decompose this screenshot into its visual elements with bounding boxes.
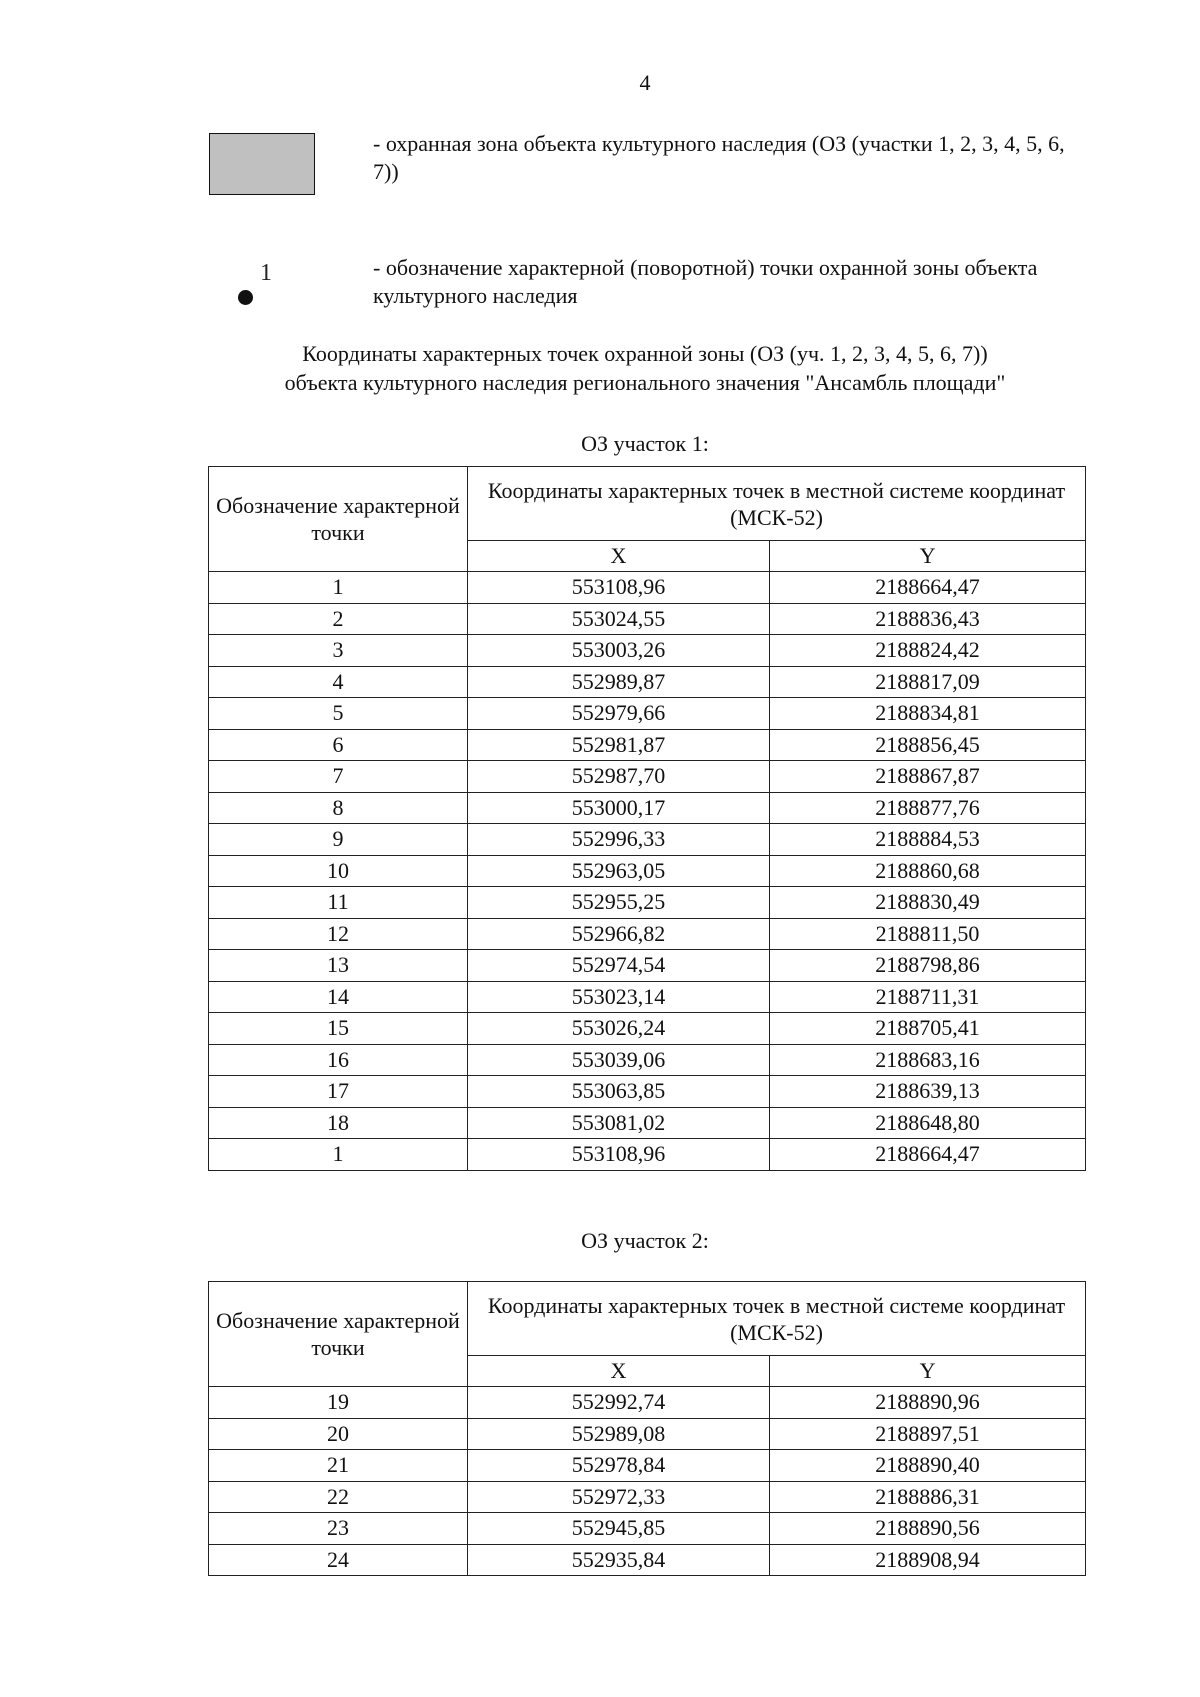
cell-x: 553003,26: [468, 635, 770, 667]
table-row: [209, 918, 1086, 950]
table-row: [209, 1013, 1086, 1045]
cell-point: 17: [209, 1076, 468, 1108]
table-row: [209, 1044, 1086, 1076]
cell-point: 12: [209, 918, 468, 950]
cell-point: 21: [209, 1450, 468, 1482]
cell-y: 2188711,31: [770, 981, 1086, 1013]
cell-y: 2188867,87: [770, 761, 1086, 793]
cell-x: 553108,96: [468, 572, 770, 604]
table-row: [209, 729, 1086, 761]
cell-y: 2188830,49: [770, 887, 1086, 919]
cell-point: 20: [209, 1418, 468, 1450]
heading-line-1: Координаты характерных точек охранной зоны (ОЗ (уч. 1, 2, 3, 4, 5, 6, 7)): [302, 341, 988, 366]
cell-x: 553039,06: [468, 1044, 770, 1076]
cell-y: 2188877,76: [770, 792, 1086, 824]
table-row: [209, 635, 1086, 667]
cell-y: 2188664,47: [770, 1139, 1086, 1171]
cell-y: 2188798,86: [770, 950, 1086, 982]
coordinates-table-section-2: [208, 1281, 1086, 1576]
cell-y: 2188639,13: [770, 1076, 1086, 1108]
cell-x: 552978,84: [468, 1450, 770, 1482]
cell-y: 2188890,96: [770, 1387, 1086, 1419]
cell-x: 552996,33: [468, 824, 770, 856]
cell-point: 18: [209, 1107, 468, 1139]
table-row: [209, 666, 1086, 698]
section-2-title: ОЗ участок 2:: [581, 1228, 709, 1253]
table-row: [209, 824, 1086, 856]
cell-x: 553023,14: [468, 981, 770, 1013]
cell-y: 2188664,47: [770, 572, 1086, 604]
cell-x: 553081,02: [468, 1107, 770, 1139]
table-body: [209, 572, 1086, 1171]
cell-x: 552992,74: [468, 1387, 770, 1419]
cell-x: 552981,87: [468, 729, 770, 761]
page-heading: [140, 339, 1150, 397]
cell-point: 23: [209, 1513, 468, 1545]
cell-x: 553026,24: [468, 1013, 770, 1045]
table-row: [209, 1513, 1086, 1545]
header-point: Обозначение характерной точки: [209, 1282, 468, 1387]
cell-x: 552955,25: [468, 887, 770, 919]
cell-point: 10: [209, 855, 468, 887]
cell-point: 4: [209, 666, 468, 698]
table-row: [209, 1139, 1086, 1171]
cell-point: 1: [209, 572, 468, 604]
cell-y: 2188836,43: [770, 603, 1086, 635]
cell-point: 16: [209, 1044, 468, 1076]
header-coords: Координаты характерных точек в местной системе координат (МСК-52): [468, 1282, 1086, 1356]
table-row: [209, 698, 1086, 730]
cell-x: 552972,33: [468, 1481, 770, 1513]
cell-y: 2188897,51: [770, 1418, 1086, 1450]
table-row: [209, 1107, 1086, 1139]
cell-point: 6: [209, 729, 468, 761]
point-marker-icon: [238, 290, 253, 305]
cell-point: 14: [209, 981, 468, 1013]
heading-line-2: объекта культурного наследия регионального значения "Ансамбль площади": [284, 370, 1006, 395]
cell-y: 2188856,45: [770, 729, 1086, 761]
header-x: X: [468, 541, 770, 572]
cell-y: 2188811,50: [770, 918, 1086, 950]
cell-x: 553024,55: [468, 603, 770, 635]
cell-point: 1: [209, 1139, 468, 1171]
table-row: [209, 1076, 1086, 1108]
header-x: X: [468, 1356, 770, 1387]
table-row: [209, 855, 1086, 887]
cell-y: 2188817,09: [770, 666, 1086, 698]
page-number: 4: [639, 70, 651, 95]
cell-y: 2188884,53: [770, 824, 1086, 856]
cell-point: 2: [209, 603, 468, 635]
cell-y: 2188890,40: [770, 1450, 1086, 1482]
section-1-title: ОЗ участок 1:: [581, 431, 709, 456]
legend-zone-text: - охранная зона объекта культурного наследия (ОЗ (участки 1, 2, 3, 4, 5, 6, 7)): [373, 131, 1065, 184]
cell-x: 552974,54: [468, 950, 770, 982]
table-row: [209, 887, 1086, 919]
cell-point: 15: [209, 1013, 468, 1045]
cell-x: 553063,85: [468, 1076, 770, 1108]
cell-y: 2188824,42: [770, 635, 1086, 667]
cell-point: 24: [209, 1544, 468, 1576]
cell-x: 553108,96: [468, 1139, 770, 1171]
cell-x: 552989,87: [468, 666, 770, 698]
cell-point: 9: [209, 824, 468, 856]
table-row: [209, 1544, 1086, 1576]
point-marker-label: 1: [260, 260, 272, 286]
cell-x: 552945,85: [468, 1513, 770, 1545]
table-row: [209, 1481, 1086, 1513]
cell-y: 2188908,94: [770, 1544, 1086, 1576]
table-row: [209, 572, 1086, 604]
cell-point: 19: [209, 1387, 468, 1419]
coordinates-table-section-1: [208, 466, 1086, 1171]
table-body: [209, 1387, 1086, 1576]
cell-y: 2188834,81: [770, 698, 1086, 730]
cell-x: 552935,84: [468, 1544, 770, 1576]
legend-point-text: - обозначение характерной (поворотной) точки охранной зоны объекта культурного наследия: [373, 255, 1038, 308]
cell-y: 2188648,80: [770, 1107, 1086, 1139]
cell-x: 552987,70: [468, 761, 770, 793]
cell-x: 552989,08: [468, 1418, 770, 1450]
cell-point: 11: [209, 887, 468, 919]
table-row: [209, 950, 1086, 982]
cell-point: 5: [209, 698, 468, 730]
table-row: [209, 1387, 1086, 1419]
cell-point: 13: [209, 950, 468, 982]
header-point: Обозначение характерной точки: [209, 467, 468, 572]
cell-y: 2188886,31: [770, 1481, 1086, 1513]
header-y: Y: [770, 541, 1086, 572]
cell-y: 2188705,41: [770, 1013, 1086, 1045]
table-row: [209, 792, 1086, 824]
table-row: [209, 981, 1086, 1013]
cell-point: 8: [209, 792, 468, 824]
table-row: [209, 1450, 1086, 1482]
table-row: [209, 761, 1086, 793]
cell-point: 22: [209, 1481, 468, 1513]
header-coords: Координаты характерных точек в местной системе координат (МСК-52): [468, 467, 1086, 541]
cell-x: 553000,17: [468, 792, 770, 824]
header-y: Y: [770, 1356, 1086, 1387]
table-row: [209, 603, 1086, 635]
cell-x: 552966,82: [468, 918, 770, 950]
protection-zone-swatch: [209, 133, 315, 195]
cell-y: 2188860,68: [770, 855, 1086, 887]
table-row: [209, 1418, 1086, 1450]
cell-y: 2188890,56: [770, 1513, 1086, 1545]
cell-x: 552963,05: [468, 855, 770, 887]
cell-y: 2188683,16: [770, 1044, 1086, 1076]
cell-x: 552979,66: [468, 698, 770, 730]
cell-point: 7: [209, 761, 468, 793]
cell-point: 3: [209, 635, 468, 667]
